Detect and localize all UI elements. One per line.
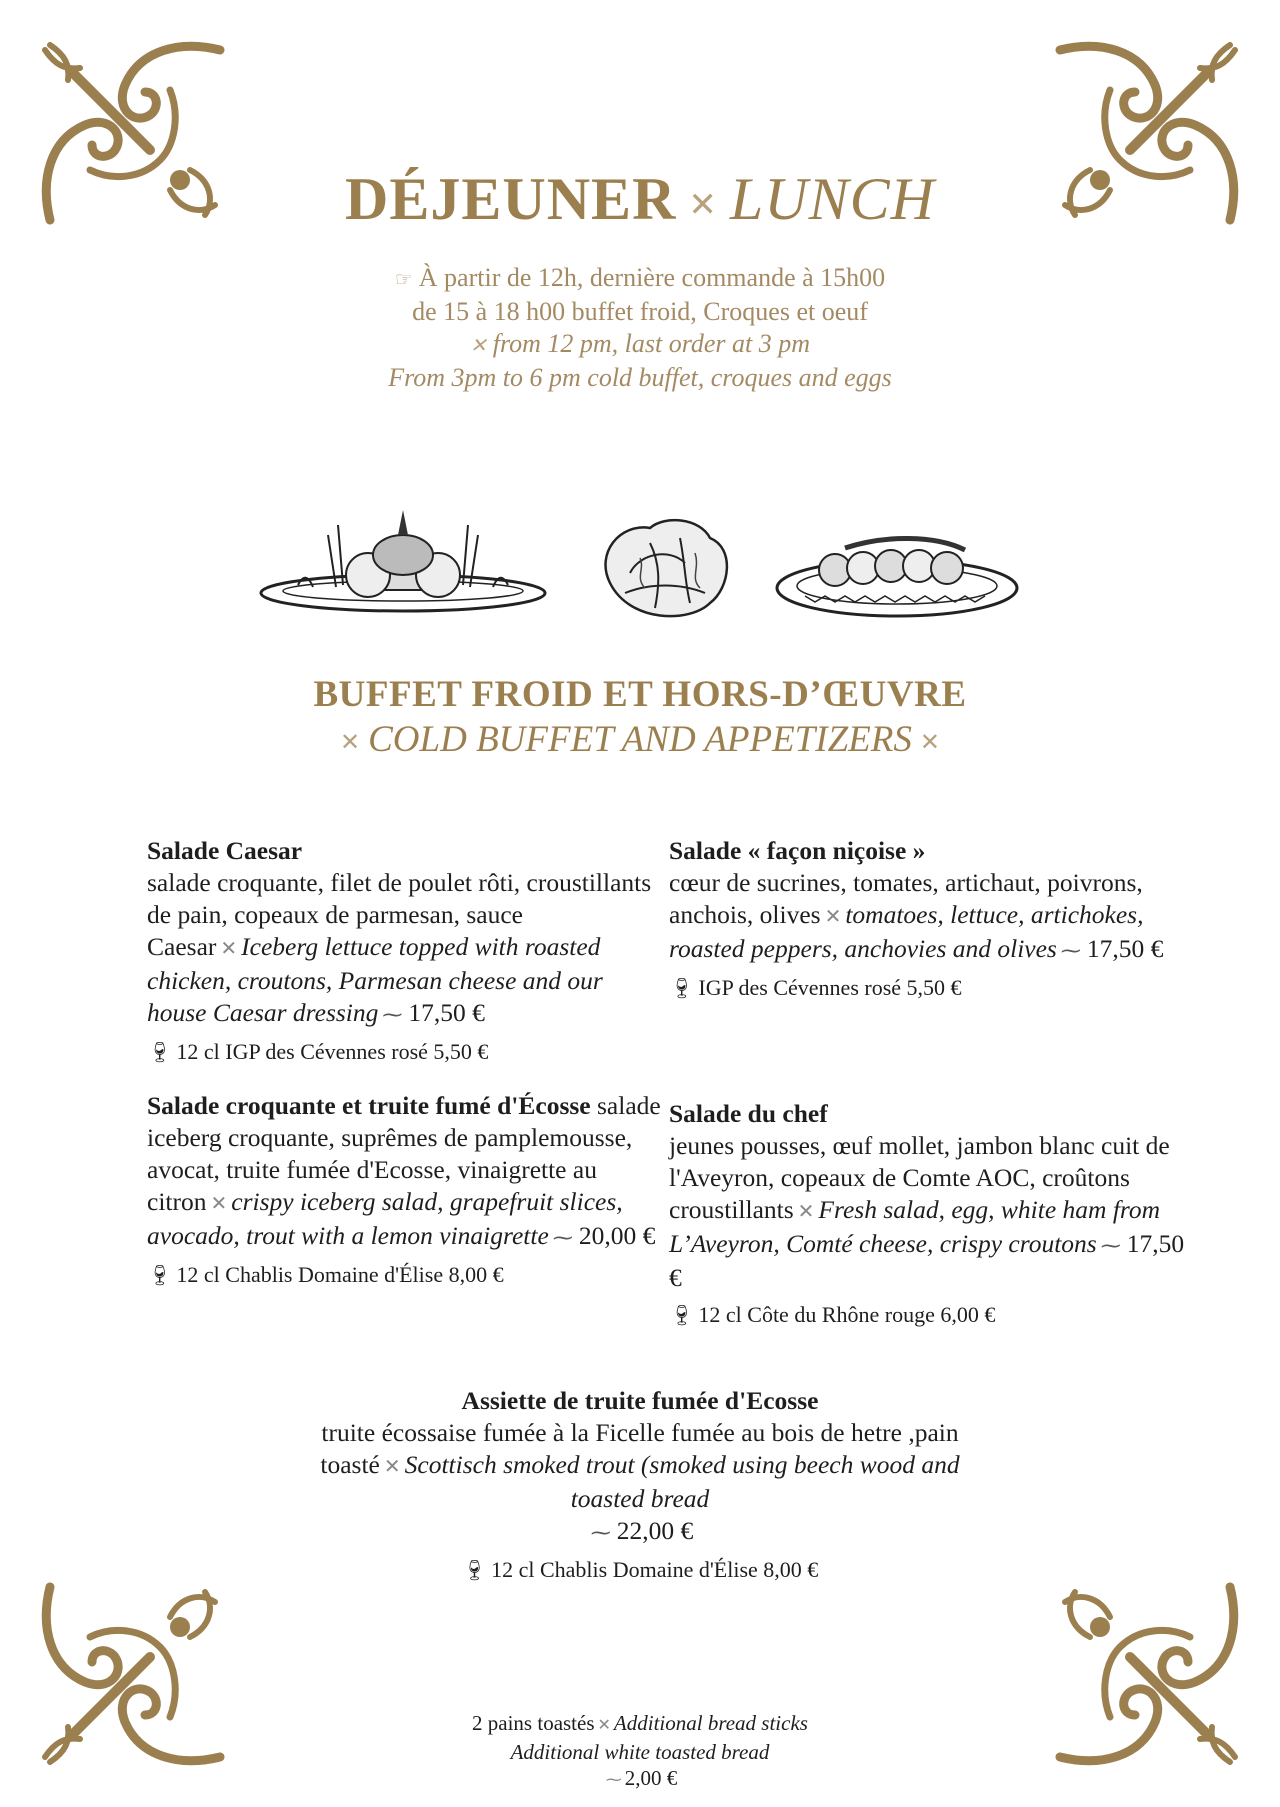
hours-line-4: From 3pm to 6 pm cold buffet, croques and eggs [388, 363, 892, 392]
cross-separator-icon: ✕ [383, 1456, 401, 1478]
item-desc-en: Scottisch smoked trout (smoked using beech wood and toasted bread [404, 1450, 960, 1513]
title-fr: DÉJEUNER [345, 166, 677, 232]
platter-dish-icon [775, 530, 1020, 620]
wine-glass-icon: 🍷︎ [669, 978, 695, 1000]
cross-separator-icon: ✕ [340, 730, 361, 757]
item-desc-fr: jeunes pousses, œuf mollet, jambon blanc cuit de l'Aveyron, copeaux de Comte AOC, croûtons croustillants [669, 1131, 1170, 1224]
wine-glass-icon: 🍷︎ [669, 1305, 695, 1327]
bread-en-1: Additional bread sticks [613, 1711, 808, 1735]
item-wine: 12 cl IGP des Cévennes rosé 5,50 € [176, 1039, 489, 1064]
pointing-hand-icon: ☞ [394, 269, 413, 291]
item-desc-fr: cœur de sucrines, tomates, artichaut, poivrons, anchois, olives [669, 868, 1143, 929]
item-desc-en: Fresh salad, egg, white ham from L’Aveyron, Comté cheese, crispy croutons [669, 1195, 1161, 1258]
cross-separator-icon: ✕ [824, 906, 842, 928]
item-price: 22,00 € [616, 1516, 694, 1545]
item-name: Salade Caesar [147, 836, 303, 865]
cross-separator-icon: ✕ [469, 335, 487, 357]
hours-line-1: À partir de 12h, dernière commande à 15h00 [418, 263, 886, 292]
section-subtitle-text: COLD BUFFET AND APPETIZERS [368, 719, 912, 760]
cross-separator-icon: ✕ [919, 730, 940, 757]
bread-fr: 2 pains toastés [472, 1711, 595, 1735]
item-price: 20,00 € [578, 1221, 656, 1250]
item-wine: 12 cl Chablis Domaine d'Élise 8,00 € [491, 1557, 819, 1582]
item-name: Salade du chef [669, 1099, 828, 1128]
menu-item-croquante [147, 1090, 667, 1291]
opening-hours [0, 262, 1280, 394]
wine-glass-icon: 🍷︎ [461, 1560, 488, 1582]
item-price: 17,50 € [669, 1229, 1185, 1292]
item-name: Assiette de truite fumée d'Ecosse [461, 1386, 819, 1415]
bread-price: 2,00 € [624, 1766, 678, 1790]
item-name: Salade croquante et truite fumé d'Écosse [147, 1091, 591, 1120]
hours-line-3: from 12 pm, last order at 3 pm [492, 329, 811, 358]
aspic-dish-icon [258, 495, 548, 620]
flourish-icon: ⁓ [605, 1772, 622, 1789]
item-wine: 12 cl Chablis Domaine d'Élise 8,00 € [176, 1262, 504, 1287]
bread-en-2: Additional white toasted bread [510, 1740, 770, 1764]
lettuce-icon [590, 513, 735, 623]
item-price: 17,50 € [1086, 934, 1164, 963]
section-subtitle [0, 718, 1280, 761]
bread-note [0, 1710, 1280, 1794]
wine-glass-icon: 🍷︎ [147, 1042, 173, 1064]
food-illustrations [0, 495, 1280, 630]
item-desc-en: crispy iceberg salad, grapefruit slices, avocado, trout with a lemon vinaigrette [147, 1187, 623, 1250]
cross-separator-icon: ✕ [688, 187, 718, 225]
item-desc-en: tomatoes, lettuce, artichokes, roasted peppers, anchovies and olives [669, 900, 1144, 963]
menu-item-nicoise [669, 835, 1189, 1004]
item-desc-en: Iceberg lettuce topped with roasted chicken, croutons, Parmesan cheese and our house Caesar dressing [147, 932, 603, 1027]
flourish-icon: ⁓ [552, 1227, 573, 1249]
item-name: Salade « façon niçoise » [669, 836, 926, 865]
hours-line-2: de 15 à 18 h00 buffet froid, Croques et oeuf [412, 297, 868, 326]
flourish-icon: ⁓ [1100, 1235, 1121, 1257]
cross-separator-icon: ✕ [797, 1201, 815, 1223]
cross-separator-icon: ✕ [220, 938, 238, 960]
item-desc-fr: salade iceberg croquante, suprêmes de pamplemousse, avocat, truite fumée d'Ecosse, vinaigrette au citron [147, 1091, 661, 1216]
page-title [0, 165, 1280, 234]
item-desc-fr: salade croquante, filet de poulet rôti, croustillants de pain, copeaux de parmesan, sauce Caesar [147, 868, 652, 961]
item-wine: 12 cl Côte du Rhône rouge 6,00 € [698, 1302, 996, 1327]
wine-glass-icon: 🍷︎ [147, 1265, 173, 1287]
flourish-icon: ⁓ [382, 1004, 403, 1026]
item-desc-fr: truite écossaise fumée à la Ficelle fumée au bois de hetre ,pain toasté [320, 1418, 959, 1479]
menu-item-chef [669, 1098, 1189, 1331]
flourish-icon: ⁓ [590, 1522, 611, 1544]
item-wine: IGP des Cévennes rosé 5,50 € [698, 975, 962, 1000]
section-title: BUFFET FROID ET HORS-D’ŒUVRE [313, 674, 967, 715]
flourish-icon: ⁓ [1060, 940, 1081, 962]
cross-separator-icon: ✕ [210, 1193, 228, 1215]
title-en: LUNCH [729, 166, 935, 232]
cross-separator-icon: ✕ [597, 1717, 611, 1734]
menu-item-caesar [147, 835, 667, 1068]
item-price: 17,50 € [408, 998, 485, 1027]
menu-item-assiette [320, 1385, 960, 1586]
